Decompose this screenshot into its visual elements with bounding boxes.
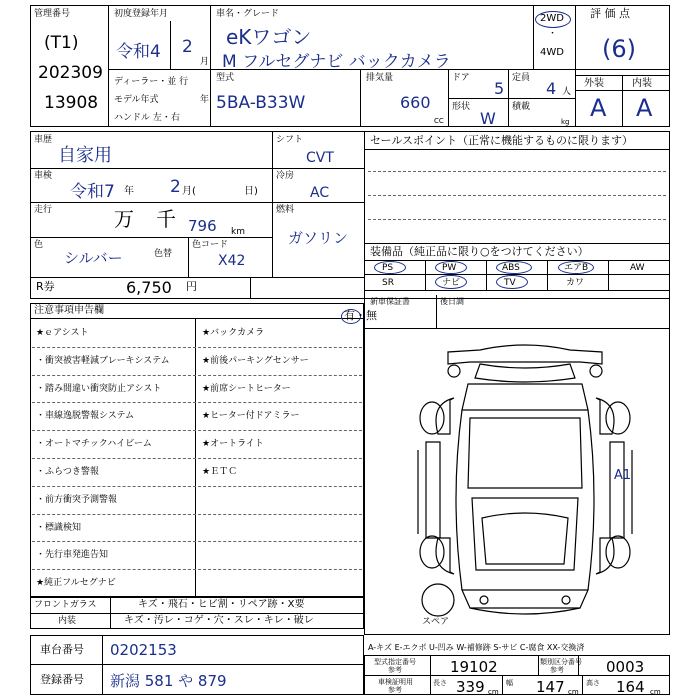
front-glass-value: キズ・飛石・ヒビ割・リペア跡・X要 (138, 599, 305, 610)
color-value: シルバー (64, 249, 123, 267)
gaisou-label: 外装 (584, 78, 604, 89)
spare-label: スペア (422, 617, 450, 627)
drive-dot: ・ (548, 29, 558, 39)
note-left-item: ・車線逸脱警報システム (36, 411, 135, 422)
interior-value: キズ・汚レ・コゲ・穴・スレ・キレ・破レ (124, 615, 314, 626)
model-year-unit: 年 (200, 95, 210, 105)
note-left-item: ・オートマチックハイビーム (36, 439, 152, 450)
shaken-year-unit: 年 (124, 186, 134, 197)
first-reg-month-unit: 月 (200, 57, 210, 67)
cert-sub: 参考 (388, 686, 402, 694)
front-glass-label: フロントガラス (34, 600, 97, 610)
shubetsu-value: 自家用 (58, 145, 112, 166)
sales-point-label: セールスポイント（正常に機能するものに限ります） (370, 134, 634, 147)
shaken-day-unit: 日) (244, 186, 258, 197)
haikiryo-value: 660 (400, 93, 431, 112)
shift-label: シフト (276, 135, 304, 145)
model-year-label: モデル年式 (114, 95, 159, 105)
haikiryo-label: 排気量 (366, 73, 394, 83)
reg-label: 登録番号 (40, 673, 84, 686)
note-right-item: ★バックカメラ (202, 328, 265, 338)
gaisou-value: A (590, 94, 607, 122)
warranty-value: 有・無 (344, 309, 377, 322)
naisou-label: 内装 (632, 78, 652, 89)
first-reg-label: 初度登録年月 (114, 9, 169, 19)
soko-man: 万 (114, 207, 134, 231)
shift-value: CVT (306, 150, 334, 166)
teiin-value: 4 (546, 79, 557, 98)
equip-ps: PS (382, 263, 394, 273)
haikiryo-unit: CC (434, 117, 444, 125)
note-right-item: ★前後パーキングセンサー (202, 355, 309, 366)
equip-label: 装備品（純正品に限り○をつけてください） (370, 245, 589, 258)
equip-aw: AW (630, 263, 645, 273)
cert-label: 車検証明用 (378, 678, 413, 686)
keijo-label: 形状 (452, 102, 471, 112)
kanri-number-1: 202309 (38, 63, 103, 83)
note-left-item: ・踏み間違い衝突防止アシスト (36, 383, 162, 394)
car-name: eKワゴン (226, 25, 312, 49)
note-left-item: ・ふらつき警報 (36, 467, 99, 477)
kanri-label: 管理番号 (34, 9, 71, 19)
note-right-item: ★ヒーター付ドアミラー (202, 411, 300, 422)
soko-label: 走行 (34, 205, 53, 215)
type-no-value: 19102 (450, 658, 498, 676)
soko-sen: 千 (156, 207, 176, 231)
length-label: 長さ (433, 679, 447, 687)
dealer-label: ディーラー・並 行 (114, 77, 189, 87)
class-no-label: 類別区分番号 (540, 658, 582, 666)
rken-label: R券 (36, 280, 55, 293)
width-label: 幅 (506, 679, 513, 687)
equip-airbag: エアB (564, 263, 589, 273)
note-right-item: ★前席シートヒーター (202, 383, 291, 394)
length-unit: cm (488, 688, 499, 696)
type-no-label: 型式指定番号 (374, 658, 416, 666)
hyoka-label: 評 価 点 (590, 7, 630, 20)
color-code-label: 色コード (192, 240, 229, 250)
shaken-era: 令和7 (70, 182, 115, 202)
equip-leather: カワ (566, 278, 585, 288)
nenryo-value: ガソリン (288, 229, 349, 247)
car-diagram (410, 338, 640, 628)
note-right-item: ★オートライト (202, 439, 264, 450)
sekisai-unit: kg (561, 118, 570, 126)
teiin-unit: 人 (562, 87, 572, 97)
soko-unit: km (231, 227, 245, 237)
interior-label: 内装 (58, 616, 77, 626)
kanri-number-2: 13908 (44, 93, 99, 113)
shubetsu-label: 車歴 (34, 135, 53, 145)
height-unit: cm (650, 688, 661, 696)
first-reg-month: 2 (182, 37, 193, 57)
note-left-item: ・衝突被害軽減ブレーキシステム (36, 355, 170, 366)
teiin-label: 定員 (512, 73, 531, 83)
keijo-value: W (480, 109, 496, 128)
owner-label: 後日調 (440, 297, 464, 306)
reibo-label: 冷房 (276, 171, 295, 181)
car-grade: M フルセグナビ バックカメラ (222, 52, 451, 72)
first-reg-era: 令和4 (116, 42, 161, 62)
notes-title: 注意事項申告欄 (34, 305, 104, 316)
width-unit: cm (568, 688, 579, 696)
chassis-label: 車台番号 (40, 643, 84, 656)
rken-unit: 円 (186, 280, 197, 293)
drive-2wd: 2WD (540, 13, 564, 24)
note-left-item: ・標識検知 (36, 522, 82, 533)
equip-abs: ABS (502, 263, 520, 273)
shaken-month: 2 (170, 177, 181, 197)
shaken-month-unit: 月( (182, 186, 196, 197)
equip-tv: TV (504, 278, 516, 288)
note-left-item: ・先行車発進告知 (36, 550, 109, 561)
kanri-t: (T1) (44, 33, 79, 53)
note-left-item: ★ｅアシスト (36, 328, 89, 338)
auction-sheet (30, 5, 670, 695)
note-left-item: ・前方衝突予測警報 (36, 494, 118, 505)
katashiki-label: 型式 (216, 73, 235, 83)
irogae-label: 色替 (154, 249, 173, 259)
door-value: 5 (494, 79, 505, 98)
rken-value: 6,750 (126, 278, 172, 297)
chassis-value: 0202153 (110, 641, 177, 659)
width-value: 147 (536, 678, 565, 696)
damage-legend: A-キズ E-エクボ U-凹み W-補修跡 S-サビ C-腐食 XX-交換済 (368, 643, 585, 652)
reg-value: 新潟 581 や 879 (110, 672, 227, 690)
hyoka-value: (6) (602, 35, 636, 63)
color-code-value: X42 (218, 253, 246, 269)
type-no-sub: 参考 (388, 666, 402, 674)
class-no-value: 0003 (606, 658, 645, 676)
class-no-sub: 参考 (550, 666, 564, 674)
door-label: ドア (452, 73, 470, 83)
equip-sr: SR (382, 278, 394, 288)
naisou-value: A (636, 94, 653, 122)
equip-pw: PW (442, 263, 457, 273)
reibo-value: AC (310, 185, 330, 201)
soko-value: 796 (188, 217, 217, 235)
drive-4wd: 4WD (540, 47, 564, 58)
height-value: 164 (616, 678, 645, 696)
sekisai-label: 積載 (512, 102, 531, 112)
handle-label: ハンドル 左・右 (114, 113, 180, 123)
shaken-label: 車検 (34, 171, 53, 181)
note-left-item: ★純正フルセグナビ (36, 578, 116, 589)
equip-navi: ナビ (442, 278, 461, 288)
damage-mark-a1: A1 (614, 468, 632, 483)
length-value: 339 (456, 678, 485, 696)
height-label: 高さ (586, 679, 600, 687)
katashiki-value: 5BA-B33W (216, 93, 306, 113)
nenryo-label: 燃料 (276, 205, 295, 215)
note-right-item: ★ＥＴＣ (202, 467, 238, 477)
color-label: 色 (34, 240, 44, 250)
name-grade-label: 車名・グレード (216, 9, 280, 19)
warranty-label: 新車保証書 (370, 297, 410, 306)
